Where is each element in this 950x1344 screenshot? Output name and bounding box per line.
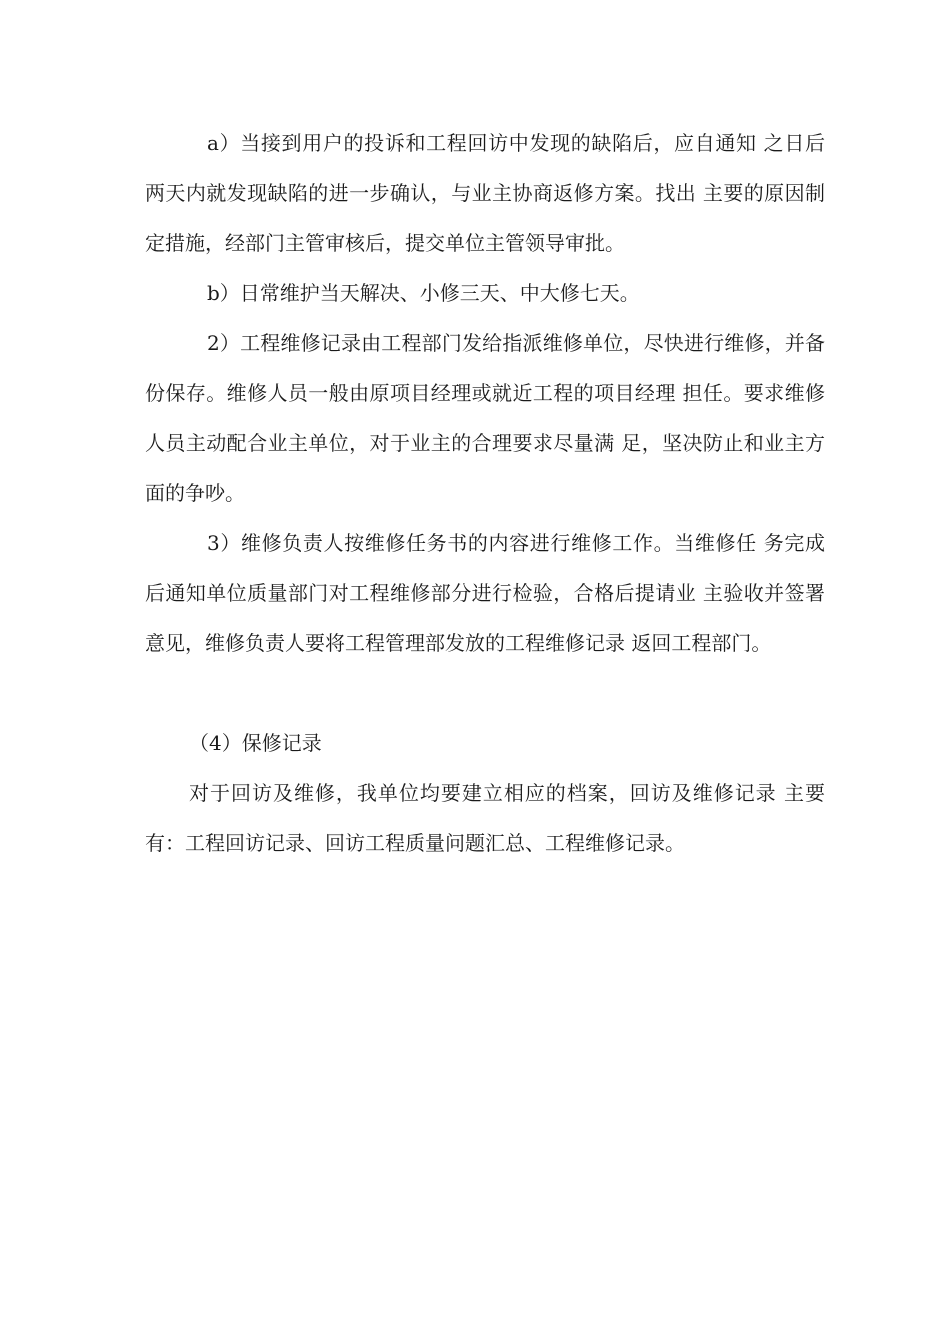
paragraph-archive: 对于回访及维修，我单位均要建立相应的档案，回访及维修记录 主要有：工程回访记录、回访工程质量问题汇总、工程维修记录。 bbox=[145, 781, 825, 855]
section-heading-warranty-record: （4）保修记录 bbox=[189, 731, 322, 755]
paragraph-defect-handling: a）当接到用户的投诉和工程回访中发现的缺陷后，应自通知 之日后两天内就发现缺陷的进一步确认，与业主协商返修方案。找出 主要的原因制定措施，经部门主管审核后，提交单位主管领导审批。 bbox=[145, 131, 825, 255]
paragraph-repair-record: 2）工程维修记录由工程部门发给指派维修单位，尽快进行维修，并备份保存。维修人员一般由原项目经理或就近工程的项目经理 担任。要求维修人员主动配合业主单位，对于业主的合理要求尽量满 足，坚决防止和业主方面的争吵。 bbox=[145, 331, 825, 505]
paragraph-maintenance-time: b）日常维护当天解决、小修三天、中大修七天。 bbox=[207, 281, 640, 305]
paragraph-repair-work: 3）维修负责人按维修任务书的内容进行维修工作。当维修任 务完成后通知单位质量部门对工程维修部分进行检验，合格后提请业 主验收并签署意见，维修负责人要将工程管理部发放的工程维修记录 返回工程部门。 bbox=[145, 531, 825, 655]
